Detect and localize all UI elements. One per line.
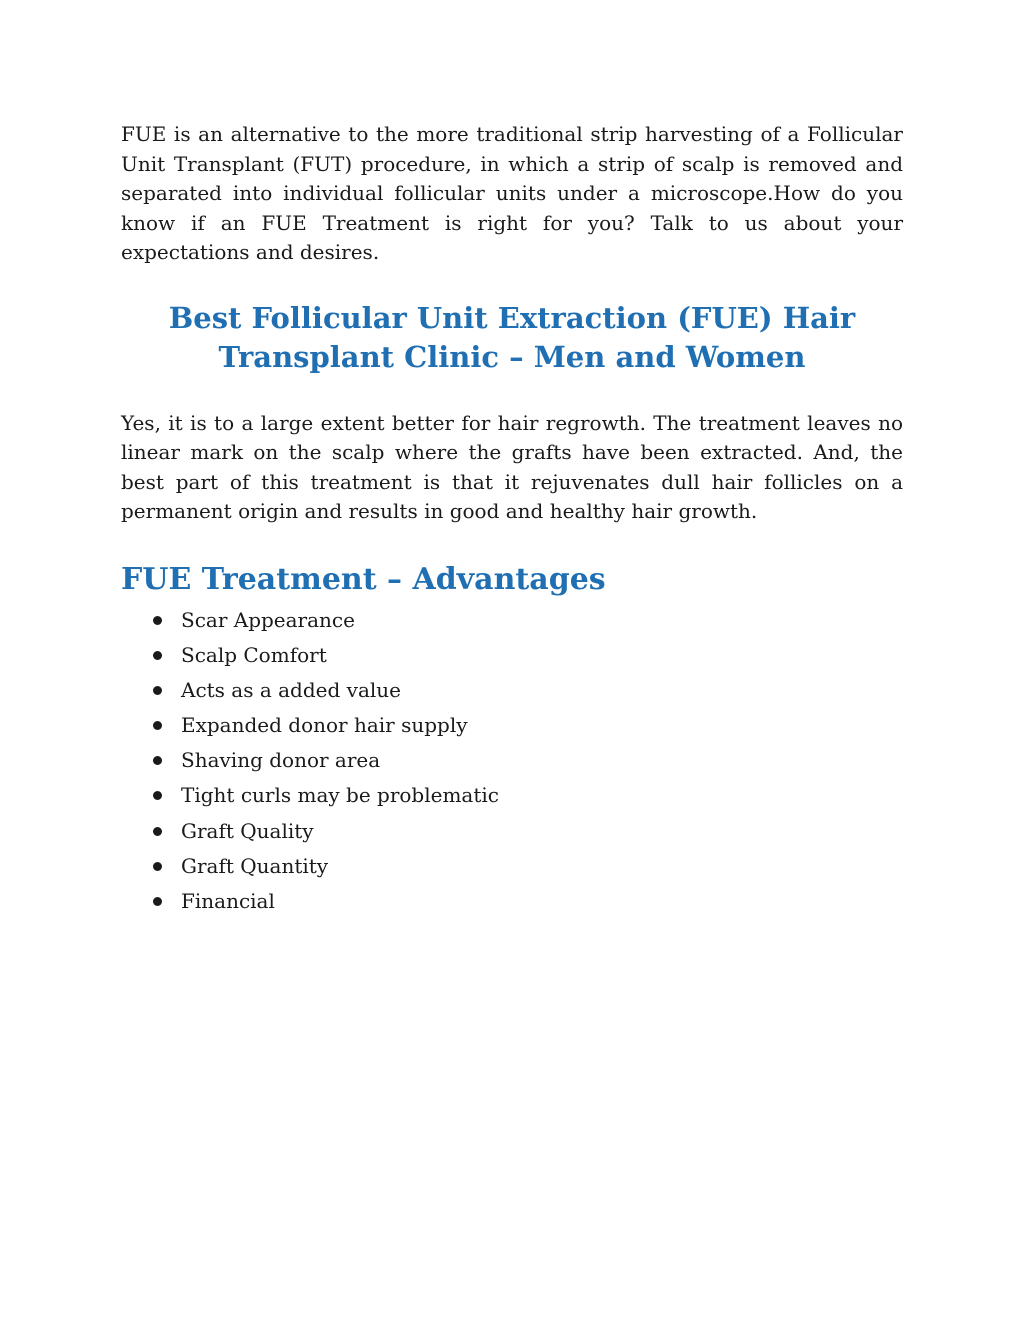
list-item-label: Graft Quality [181,818,314,843]
list-item-label: Graft Quantity [181,853,329,878]
bullet-icon [153,897,162,906]
body-paragraph: Yes, it is to a large extent better for hair regrowth. The treatment leaves no linear mark on the scalp where the grafts have been extracted. And, the best part of this treatment is that it rejuvenates dull hair follicles on a permanent origin and results in good and healthy hair growth. [121,410,903,523]
bullet-icon [153,651,162,660]
list-item [121,708,903,743]
advantages-list [121,603,903,920]
section-heading-clinic: Best Follicular Unit Extraction (FUE) Hair Transplant Clinic – Men and Women [168,300,856,374]
bullet-icon [153,616,162,625]
list-item-label: Scar Appearance [181,607,355,632]
intro-paragraph: FUE is an alternative to the more traditional strip harvesting of a Follicular Unit Transplant (FUT) procedure, in which a strip of scalp is removed and separated into individual follicular units under a microscope.How do you know if an FUE Treatment is right for you? Talk to us about your expectations and desires. [121,122,903,264]
section-heading-advantages: FUE Treatment – Advantages [121,561,606,597]
list-item [121,814,903,849]
list-item-label: Expanded donor hair supply [181,713,468,738]
list-item [121,849,903,884]
list-item-label: Scalp Comfort [181,642,327,667]
list-item [121,638,903,673]
bullet-icon [153,686,162,695]
list-item-label: Financial [181,889,275,913]
bullet-icon [153,827,162,836]
list-item [121,778,903,813]
document-page [121,120,903,919]
bullet-icon [153,791,162,800]
list-item [121,884,903,919]
list-item-label: Shaving donor area [181,748,381,773]
bullet-icon [153,721,162,730]
bullet-icon [153,756,162,765]
list-item [121,743,903,778]
bullet-icon [153,862,162,871]
list-item [121,603,903,638]
list-item-label: Acts as a added value [181,677,401,702]
list-item [121,673,903,708]
list-item-label: Tight curls may be problematic [181,783,499,808]
